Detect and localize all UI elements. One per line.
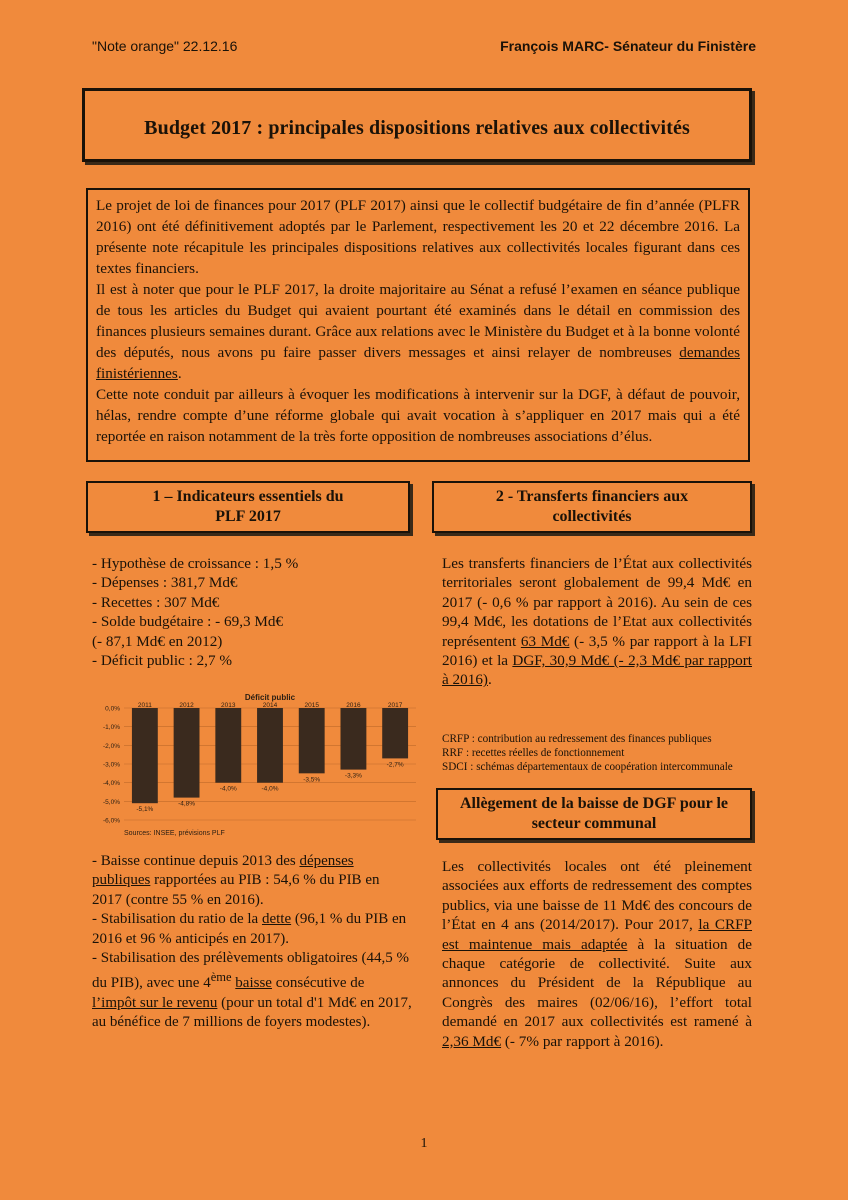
data-label: -4,8% bbox=[178, 800, 196, 808]
intro-underline: demandes finistériennes bbox=[96, 344, 740, 382]
header-left: "Note orange" 22.12.16 bbox=[92, 38, 238, 54]
x-tick-label: 2011 bbox=[137, 702, 152, 709]
deficit-chart bbox=[90, 690, 420, 840]
header-right: François MARC- Sénateur du Finistère bbox=[500, 38, 756, 54]
x-tick-label: 2013 bbox=[221, 702, 236, 709]
x-tick-label: 2016 bbox=[346, 702, 361, 709]
page-number: 1 bbox=[420, 1136, 428, 1151]
x-tick-label: 2015 bbox=[304, 702, 319, 709]
y-tick-label: 0,0% bbox=[105, 705, 120, 713]
x-tick-label: 2017 bbox=[387, 702, 403, 709]
data-label: -3,3% bbox=[344, 772, 362, 780]
bullet-1: - Baisse continue depuis 2013 des dépenses publiques rapportées au PIB : 54,6 % du PIB en 2017 (contre 55 % en 2016). bbox=[92, 853, 380, 908]
chart-title: Déficit public bbox=[244, 693, 296, 702]
y-tick-label: -4,0% bbox=[103, 780, 120, 788]
y-tick-label: -6,0% bbox=[103, 817, 120, 825]
indicator-item: - Recettes : 307 Md€ bbox=[92, 593, 220, 611]
page-title: Budget 2017 : principales dispositions relatives aux collectivités bbox=[144, 117, 690, 139]
x-tick-label: 2014 bbox=[262, 702, 278, 709]
indicator-item: (- 87,1 Md€ en 2012) bbox=[92, 632, 223, 650]
title-box bbox=[82, 88, 752, 162]
bar bbox=[174, 708, 200, 798]
note-item: CRFP : contribution au redressement des finances publiques bbox=[442, 733, 712, 745]
bar bbox=[299, 708, 325, 773]
y-tick-label: -3,0% bbox=[103, 761, 120, 769]
section3-paragraph: Les collectivités locales ont été pleinement associées aux efforts de redressement des comptes publics, via une baisse de 11 Md€ des concours de l’État en 4 ans (2014/2017). Pour 2017, la CRFP est maintenue mais adaptée à la situation de chaque catégorie de collectivité. Suite aux annonces du Président de la République au Congrès des maires (02/06/16), l’effort total demandé en 2017 aux collectivités est ramené à 2,36 Md€ (- 7% par rapport à 2016). bbox=[442, 858, 753, 1050]
y-tick-label: -1,0% bbox=[103, 724, 120, 732]
bar bbox=[382, 708, 408, 758]
indicator-item: - Déficit public : 2,7 % bbox=[92, 652, 233, 670]
section1-heading: 1 – Indicateurs essentiels du PLF 2017 bbox=[86, 481, 410, 533]
note-item: RRF : recettes réelles de fonctionnement bbox=[442, 747, 625, 759]
y-tick-label: -5,0% bbox=[103, 798, 120, 806]
data-label: -5,1% bbox=[136, 806, 154, 814]
bar bbox=[132, 708, 158, 803]
bar bbox=[215, 708, 241, 783]
data-label: -2,7% bbox=[386, 761, 404, 769]
intro-paragraph-1: Le projet de loi de finances pour 2017 (PLF 2017) ainsi que le collectif budgétaire de fin d’année (PLFR 2016) ont été définitivement adoptés par le Parlement, respectivement les 20 et 22 décembre 2016. La présente note récapitule les principales dispositions relatives aux collectivités locales figurant dans ces textes financiers. bbox=[96, 197, 740, 277]
section1-bullets bbox=[92, 852, 412, 1033]
data-label: -4,0% bbox=[261, 785, 279, 793]
data-label: -3,5% bbox=[303, 776, 321, 784]
indicator-item: - Dépenses : 381,7 Md€ bbox=[92, 574, 238, 592]
section2-paragraph: Les transferts financiers de l’État aux collectivités territoriales seront globalement de 99,4 Md€ en 2017 (- 0,6 % par rapport à 2016). Au sein de ces 99,4 Md€, les dotations de l’Etat aux collectivités représentent 63 Md€ (- 3,5 % par rapport à la LFI 2016) et la DGF, 30,9 Md€ (- 2,3 Md€ par rapport à 2016). bbox=[442, 555, 752, 689]
indicators-list bbox=[92, 554, 412, 670]
bar bbox=[257, 708, 283, 783]
indicator-item: - Hypothèse de croissance : 1,5 % bbox=[92, 555, 299, 572]
bullet-3: - Stabilisation des prélèvements obligatoires (44,5 % du PIB), avec une 4ème baisse consécutive de l’impôt sur le revenu (pour un total d'1 Md€ en 2017, au bénéfice de 7 millions de foyers modestes). bbox=[92, 950, 412, 1031]
note-item: SDCI : schémas départementaux de coopération intercommunale bbox=[442, 761, 733, 773]
indicator-item: - Solde budgétaire : - 69,3 Md€ bbox=[92, 613, 284, 631]
intro-paragraph-2: Il est à noter que pour le PLF 2017, la droite majoritaire au Sénat a refusé l’examen en séance publique de tous les articles du Budget qui avaient pourtant été examinés dans le détail en commission des finances plusieurs semaines durant. Grâce aux relations avec le Ministère du Budget et à la bonne volonté des députés, nous avons pu faire passer divers messages et ainsi relayer de nombreuses demandes finistériennes. bbox=[96, 281, 740, 382]
data-label: -4,0% bbox=[219, 785, 237, 793]
intro-paragraph-3: Cette note conduit par ailleurs à évoquer les modifications à intervenir sur la DGF, à défaut de pouvoir, hélas, rendre compte d’une réforme globale qui avait vocation à s’appliquer en 2017 mais qui a été reportée en raison notamment de la très forte opposition de nombreuses associations d’élus. bbox=[96, 386, 740, 445]
chart-source: Sources: INSEE, prévisions PLF bbox=[124, 830, 225, 837]
abbreviation-notes bbox=[442, 732, 762, 774]
x-tick-label: 2012 bbox=[179, 702, 194, 709]
section3-heading: Allègement de la baisse de DGF pour le secteur communal bbox=[436, 788, 752, 840]
bar bbox=[340, 708, 366, 770]
section2-heading: 2 - Transferts financiers aux collectivités bbox=[432, 481, 752, 533]
intro-box bbox=[86, 188, 750, 462]
y-tick-label: -2,0% bbox=[103, 742, 120, 750]
bullet-2: - Stabilisation du ratio de la dette (96,1 % du PIB en 2016 et 96 % anticipés en 2017). bbox=[92, 911, 407, 947]
